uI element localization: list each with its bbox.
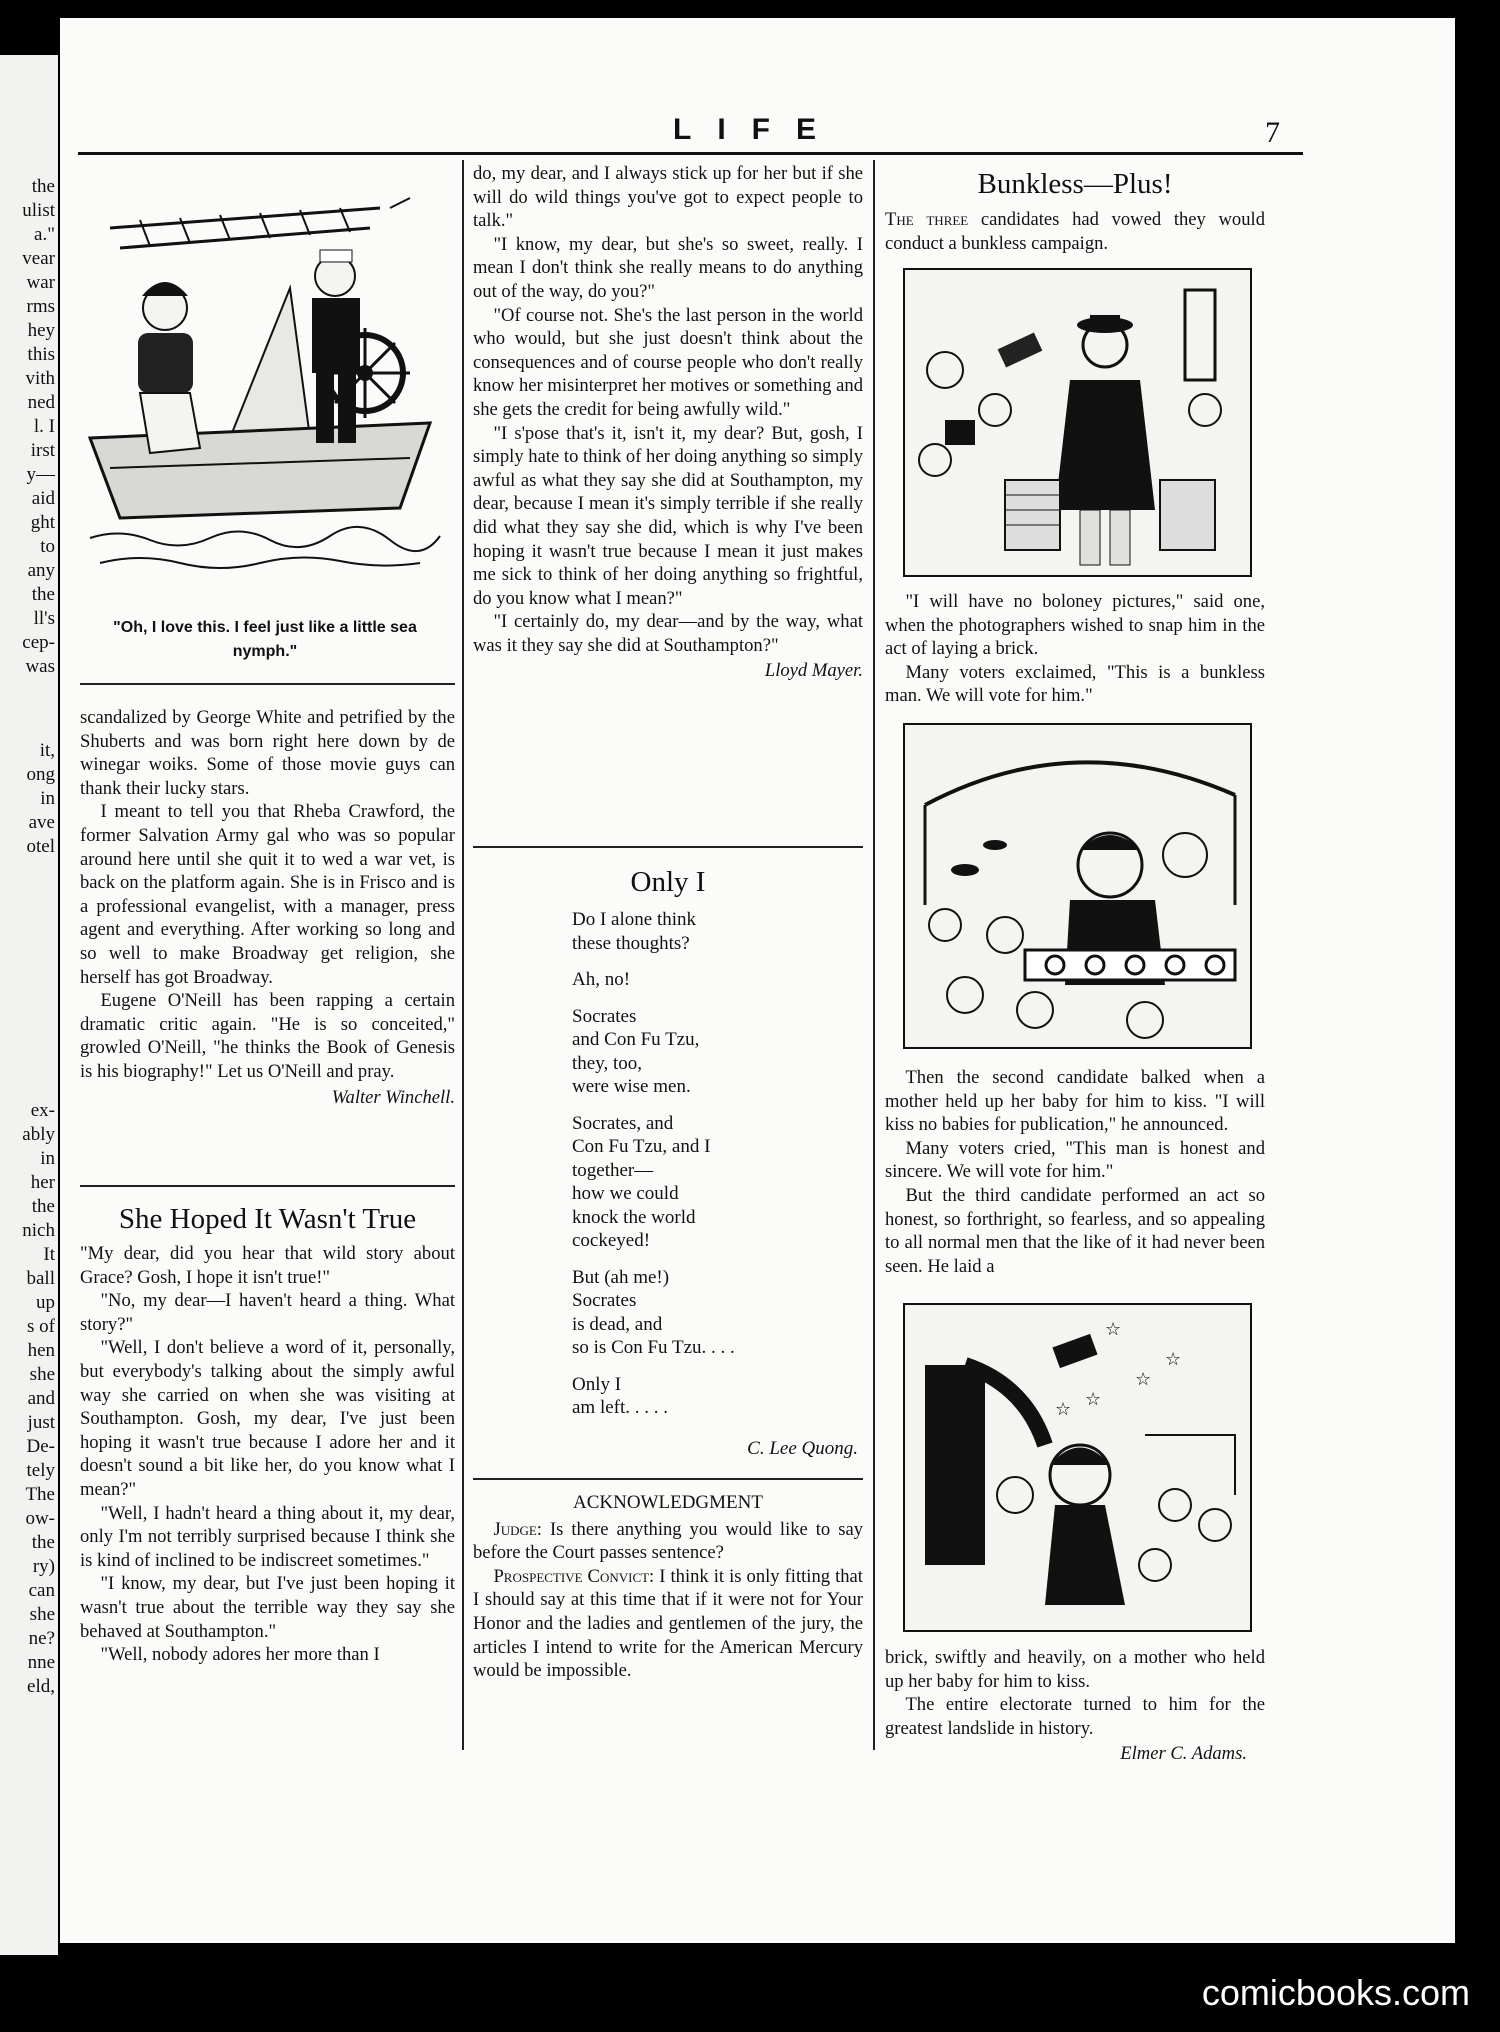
poem-line: cockeyed! (572, 1230, 651, 1251)
svg-text:☆: ☆ (1055, 1399, 1072, 1420)
paragraph: "I s'pose that's it, isn't it, my dear? But, gosh, I simply hate to think of her doing anything so simply awful as what they say she did at Southampton, my dear, because I mean it's simply terrible if she really did what they say she did, which is why I've been hoping it wasn't true because I mean it just makes me sick to think of her doing anything so frightful, do you know what I mean?" (473, 422, 863, 609)
prev-page-fragment: irst (30, 440, 55, 461)
paragraph: Many voters exclaimed, "This is a bunkless man. We will vote for him." (885, 661, 1265, 707)
judge-text: Is there anything you would like to say before the Court passes sentence? (473, 1518, 863, 1564)
poem-line: how we could (572, 1183, 679, 1204)
paragraph: "No, my dear—I haven't heard a thing. What story?" (80, 1290, 455, 1335)
cartoon-caption: "Oh, I love this. I feel just like a little sea nymph." (113, 619, 417, 660)
brick-strike-drawing (905, 1305, 1250, 1630)
prev-page-fragment: to (40, 536, 55, 557)
svg-text:☆: ☆ (1105, 1319, 1122, 1340)
prev-page-fragment: any (27, 560, 55, 581)
paragraph: The entire electorate turned to him for the greatest landslide in history. (885, 1694, 1265, 1739)
prev-page-fragment: nich (22, 1220, 55, 1241)
prev-page-fragment: eld, (27, 1676, 55, 1697)
poem-line: is dead, and (572, 1313, 663, 1335)
header-rule (78, 152, 1303, 155)
paragraph: "My dear, did you hear that wild story about Grace? Gosh, I hope it isn't true!" (80, 1243, 455, 1288)
byline: Walter Winchell. (331, 1086, 455, 1108)
bunkless-text-3 (885, 1646, 1265, 1766)
paragraph: "Of course not. She's the last person in the world who would, but she just doesn't think about the consequences and of course people who don't really know her misinterpret her motives or something and she gets the credit for being awfully wild." (473, 304, 863, 420)
prev-page-fragment: It (43, 1244, 55, 1265)
poem-stanza (572, 1373, 862, 1420)
prev-page-fragment: ry) (32, 1556, 55, 1577)
paragraph: I meant to tell you that Rheba Crawford, the former Salvation Army gal who was so popular around here until she quit it to wed a war vet, is back on the platform again. She is in Frisco and is a professional evangelist, with a manager, press agent and everything. After working so long and so well to make Broadway get religion, she herself has got Broadway. (80, 801, 455, 988)
poem-title: Only I (630, 866, 706, 898)
intro-text: candidates had vowed they would conduct a bunkless campaign. (885, 209, 1265, 254)
prev-page-fragment: in (40, 1148, 55, 1169)
prev-page-fragment: vith (25, 368, 55, 389)
prev-page-fragment: can (28, 1580, 55, 1601)
byline: Lloyd Mayer. (764, 660, 863, 682)
poem-stanza (572, 968, 862, 992)
prev-page-fragment: her (30, 1172, 55, 1193)
prev-page-fragment: she (29, 1364, 55, 1385)
poem-stanza (572, 1112, 862, 1253)
paragraph: do, my dear, and I always stick up for her but if she will do wild things you've got to expect people to talk." (473, 163, 863, 232)
paragraph: Many voters cried, "This man is honest and sincere. We will vote for him." (885, 1137, 1265, 1183)
brick-laying-cartoon (903, 268, 1252, 577)
prev-page-fragment: tely (26, 1460, 55, 1481)
winchell-column (80, 706, 455, 1109)
column-divider (462, 160, 464, 1750)
paragraph: Then the second candidate balked when a mother held up her baby for him to kiss. "I will kiss no babies for publication," he announced. (885, 1067, 1265, 1136)
paragraph: But the third candidate performed an act so honest, so forthright, so fearless, and so appealing to all normal men that the like of it had never been seen. He laid a (885, 1184, 1265, 1277)
poem-byline: C. Lee Quong. (747, 1438, 858, 1459)
paragraph: "I certainly do, my dear—and by the way, what was it they say she did at Southampton?" (473, 611, 863, 656)
prev-page-fragment: ow- (25, 1508, 55, 1529)
prev-page-fragment: war (26, 272, 55, 293)
poem-stanza (572, 908, 862, 955)
poem-line: they, too, (572, 1052, 643, 1074)
page-number: 7 (1265, 116, 1280, 149)
paragraph: "Well, I hadn't heard a thing about it, my dear, only I'm not terribly surprised because I think she is kind of inclined to be indiscreet sometimes." (80, 1502, 455, 1571)
paragraph: "Well, I don't believe a word of it, personally, but everybody's talking about the simply awful way she carried on when she was visiting at Southampton. Gosh, my dear, I've just been hoping it wasn't true because I adore her and it doesn't sound a bit like her, do you know what I mean?" (80, 1337, 455, 1500)
poem-line: Only I (572, 1373, 622, 1395)
prev-page-fragment: aid (31, 488, 55, 509)
paragraph: "Well, nobody adores her more than I (100, 1644, 380, 1666)
boat-cartoon (80, 168, 452, 616)
prev-page-fragment: it, (39, 740, 55, 761)
poem-line: knock the world (572, 1206, 696, 1228)
section-rule (473, 846, 863, 848)
poem-line: these thoughts? (572, 932, 690, 954)
prev-page-fragment: the (31, 176, 55, 197)
prev-page-fragment: was (25, 656, 55, 677)
prev-page-fragment: ably (22, 1124, 55, 1145)
prev-page-fragment: hey (27, 320, 55, 341)
section-rule (80, 683, 455, 685)
poem-line: so is Con Fu Tzu. . . . (572, 1337, 735, 1358)
prev-page-fragment: The (25, 1484, 55, 1505)
article-title: She Hoped It Wasn't True (118, 1203, 417, 1235)
prev-page-fragment: up (36, 1292, 55, 1313)
lead-caps: The three (885, 209, 969, 230)
bunkless-intro (885, 208, 1265, 255)
prev-page-fragment: ne? (28, 1628, 55, 1649)
prev-page-fragment: the (31, 584, 55, 605)
paragraph: Eugene O'Neill has been rapping a certain dramatic critic again. "He is so conceited," growled O'Neill, "he thinks the Book of Genesis is his biography!" Let us O'Neill and pray. (80, 990, 455, 1082)
prev-page-fragment: this (27, 344, 55, 365)
prev-page-fragment: nne (27, 1652, 55, 1673)
poem-line: Ah, no! (572, 969, 631, 990)
prev-page-fragment: hen (27, 1340, 55, 1361)
poem-line: were wise men. (572, 1076, 691, 1097)
acknowledgment-column (473, 1491, 863, 1683)
prev-page-fragment: ave (28, 812, 55, 833)
hoped-column-2 (473, 162, 863, 683)
poem-stanza (572, 1005, 862, 1099)
baby-kissing-cartoon (903, 723, 1252, 1049)
paragraph: "I know, my dear, but I've just been hoping it wasn't true about the terrible way they say she behaved at Southampton." (80, 1573, 455, 1642)
prev-page-fragment: ll's (33, 608, 55, 629)
prev-page-fragment: and (27, 1388, 55, 1409)
prev-page-fragment: l. I (33, 416, 55, 437)
brick-on-mother-cartoon (903, 1303, 1252, 1632)
boat-cartoon-drawing (80, 168, 452, 616)
prev-page-fragment: the (31, 1532, 55, 1553)
prev-page-fragment: ght (30, 512, 55, 533)
candidate-refusing-drawing (905, 725, 1250, 1047)
acknowledgment-title: ACKNOWLEDGMENT (573, 1492, 763, 1513)
article-title: Bunkless—Plus! (977, 168, 1173, 200)
prev-page-fragment: a." (34, 224, 55, 245)
section-rule (80, 1185, 455, 1187)
judge-label: Judge: (493, 1518, 542, 1540)
candidate-waving-drawing (905, 270, 1250, 575)
poem-line: am left. . . . . (572, 1397, 669, 1418)
svg-text:☆: ☆ (1165, 1349, 1182, 1370)
svg-text:☆: ☆ (1085, 1389, 1102, 1410)
prev-page-fragment: in (40, 788, 55, 809)
poem-line: together— (572, 1159, 654, 1181)
poem-line: Socrates, and (572, 1112, 674, 1134)
masthead: LIFE (673, 113, 842, 146)
prev-page-fragment: rms (26, 296, 55, 317)
column-divider (873, 160, 875, 1750)
watermark: comicbooks.com (1201, 1972, 1470, 2013)
hoped-column-1 (80, 1242, 455, 1667)
poem-line: But (ah me!) (572, 1266, 670, 1288)
prev-page-fragment: the (31, 1196, 55, 1217)
poem-line: Con Fu Tzu, and I (572, 1136, 711, 1157)
prev-page-fragment: y— (26, 464, 55, 485)
paragraph: "I will have no boloney pictures," said one, when the photographers wished to snap him in the act of laying a brick. (885, 591, 1265, 660)
prev-page-fragment: ulist (22, 200, 55, 221)
prev-page-fragment: she (29, 1604, 55, 1625)
prev-page-fragment: cep- (22, 632, 55, 653)
bunkless-text-2 (885, 1066, 1265, 1278)
poem-body (572, 908, 862, 1433)
paragraph: scandalized by George White and petrified by the Shuberts and was born right here down by de winegar woiks. Some of those movie guys can thank their lucky stars. (80, 707, 455, 799)
previous-page-edge (0, 55, 58, 1955)
poem-line: and Con Fu Tzu, (572, 1029, 700, 1050)
magazine-page (60, 18, 1455, 1943)
prev-page-fragment: ex- (30, 1100, 55, 1121)
poem-line: Socrates (572, 1005, 637, 1027)
paragraph: "I know, my dear, but she's so sweet, really. I mean I don't think she really means to do anything out of the way, do you?" (473, 233, 863, 302)
convict-text: I think it is only fitting that I should say at this time that if it were not for Your Honor and the ladies and gentlemen of the jury, the articles I intend to write for the American Mercury would be impossible. (473, 1565, 863, 1682)
prev-page-fragment: De- (26, 1436, 55, 1457)
prev-page-fragment: s of (27, 1316, 55, 1337)
poem-line: Socrates (572, 1290, 637, 1311)
byline: Elmer C. Adams. (1120, 1743, 1247, 1765)
convict-label: Prospective Convict: (493, 1565, 655, 1587)
prev-page-fragment: otel (26, 836, 55, 857)
poem-stanza (572, 1266, 862, 1360)
paragraph: brick, swiftly and heavily, on a mother who held up her baby for him to kiss. (885, 1647, 1265, 1692)
prev-page-fragment: ong (26, 764, 55, 785)
prev-page-fragment: just (27, 1412, 55, 1433)
poem-line: Do I alone think (572, 909, 697, 930)
bunkless-text-1 (885, 590, 1265, 708)
prev-page-fragment: vear (22, 248, 55, 269)
svg-text:☆: ☆ (1135, 1369, 1152, 1390)
section-rule (473, 1478, 863, 1480)
prev-page-fragment: ned (27, 392, 55, 413)
prev-page-fragment: ball (26, 1268, 55, 1289)
